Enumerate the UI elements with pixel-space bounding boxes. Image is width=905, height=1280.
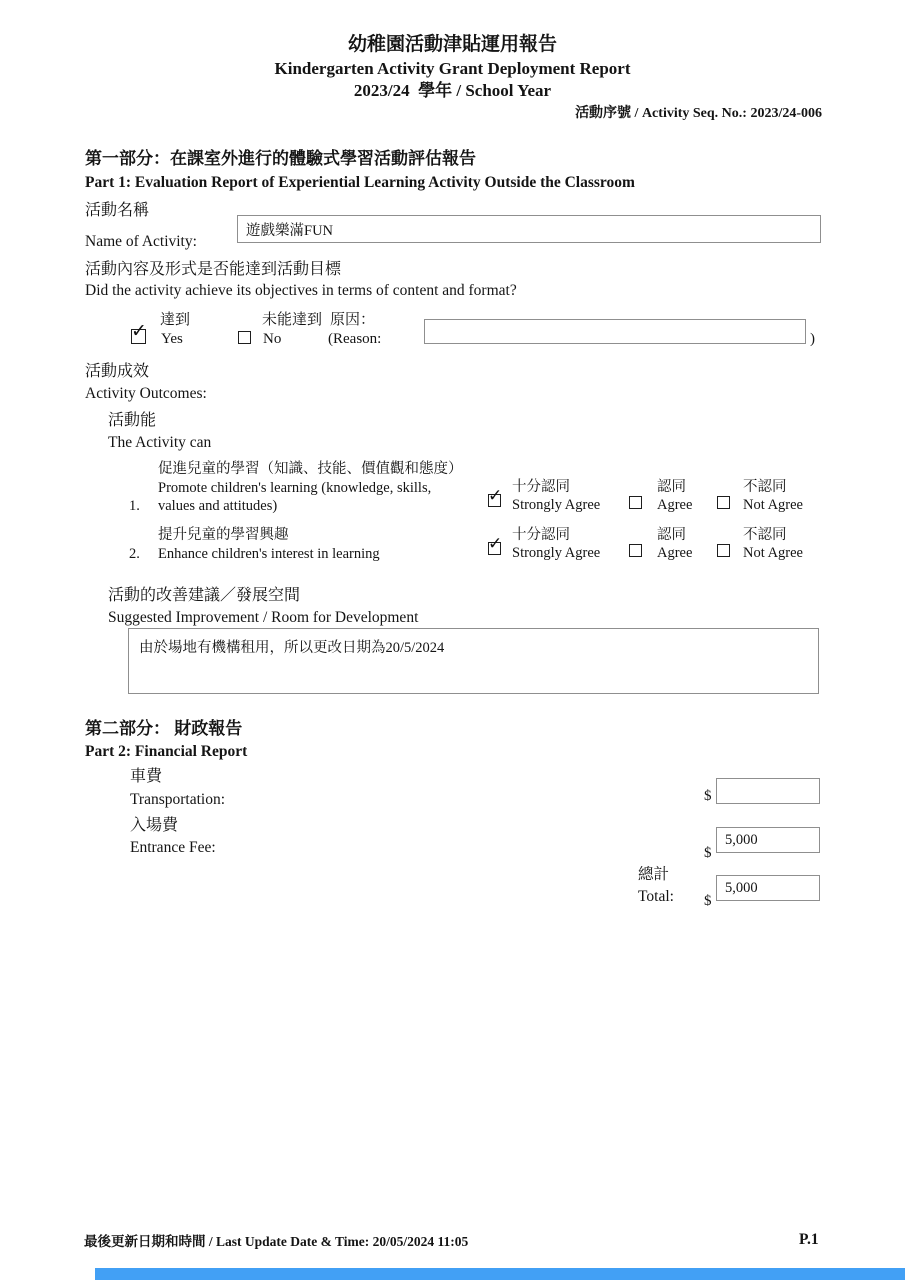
item1-not-agree-checkbox[interactable]: [717, 496, 730, 509]
outcomes-sub-zh: 活動能: [108, 412, 157, 429]
entrance-fee-label-zh: 入場費: [130, 817, 179, 834]
improvement-textarea[interactable]: [128, 628, 819, 694]
transportation-label-en: Transportation:: [130, 791, 226, 808]
not-agree-label-en: Not Agree: [743, 545, 803, 561]
transportation-label-zh: 車費: [130, 768, 163, 785]
yes-label-zh: 達到: [160, 312, 191, 328]
part2-heading-zh: 第二部分： 財政報告: [85, 719, 243, 738]
agree-label-zh: 認同: [657, 479, 686, 495]
no-label-zh: 未能達到: [262, 312, 323, 328]
transportation-input[interactable]: [716, 778, 820, 804]
outcome-item-text-zh: 促進兒童的學習（知識、技能、價值觀和態度）: [158, 461, 463, 477]
agree-label-zh: 認同: [657, 527, 686, 543]
item2-agree-checkbox[interactable]: [629, 544, 642, 557]
activity-name-input[interactable]: [237, 215, 821, 243]
currency-sign: $: [704, 788, 712, 804]
reason-label-en: (Reason:: [328, 331, 382, 347]
activity-name-label-en: Name of Activity:: [85, 233, 197, 250]
entrance-fee-label-en: Entrance Fee:: [130, 839, 216, 856]
agree-label-en: Agree: [657, 545, 693, 561]
strongly-agree-label-zh: 十分認同: [512, 527, 570, 543]
no-checkbox[interactable]: [238, 331, 251, 344]
document-title-en: Kindergarten Activity Grant Deployment Report: [274, 59, 631, 78]
no-label-en: No: [263, 331, 282, 347]
agree-label-en: Agree: [657, 497, 693, 513]
reason-close-paren: ): [810, 331, 815, 347]
document-title-zh: 幼稚園活動津貼運用報告: [347, 34, 557, 55]
improvement-label-zh: 活動的改善建議／發展空間: [108, 587, 301, 604]
objective-question-zh: 活動內容及形式是否能達到活動目標: [85, 261, 342, 278]
outcome-item-number: 1.: [129, 498, 140, 514]
strongly-agree-label-en: Strongly Agree: [512, 545, 601, 561]
not-agree-label-zh: 不認同: [743, 479, 787, 495]
outcomes-heading-en: Activity Outcomes:: [85, 385, 207, 402]
not-agree-label-zh: 不認同: [743, 527, 787, 543]
part1-heading-en: Part 1: Evaluation Report of Experiential Learning Activity Outside the Classroom: [85, 174, 635, 191]
not-agree-label-en: Not Agree: [743, 497, 803, 513]
currency-sign: $: [704, 893, 712, 909]
outcome-item-number: 2.: [129, 546, 140, 562]
page-number: P.1: [799, 1231, 819, 1248]
yes-label-en: Yes: [161, 331, 183, 347]
school-year: 2023/24 學年 / School Year: [353, 81, 552, 100]
outcome-item-text-en1: Enhance children's interest in learning: [158, 546, 380, 562]
activity-name-label-zh: 活動名稱: [85, 202, 150, 219]
total-label-zh: 總計: [638, 866, 670, 883]
item1-strongly-agree-checkbox[interactable]: [488, 494, 501, 507]
activity-seq-no: 活動序號 / Activity Seq. No.: 2023/24-006: [575, 106, 822, 121]
outcome-item-text-zh: 提升兒童的學習興趣: [158, 527, 289, 543]
reason-label-zh: 原因：: [330, 312, 376, 328]
item1-agree-checkbox[interactable]: [629, 496, 642, 509]
item2-not-agree-checkbox[interactable]: [717, 544, 730, 557]
yes-checkbox[interactable]: [131, 329, 146, 344]
outcome-item-text-en2: values and attitudes): [158, 498, 278, 514]
part2-heading-en: Part 2: Financial Report: [85, 743, 248, 760]
improvement-text: 由於場地有機構租用，所以更改日期為20/5/2024: [139, 640, 445, 656]
item2-strongly-agree-checkbox[interactable]: [488, 542, 501, 555]
strongly-agree-label-zh: 十分認同: [512, 479, 570, 495]
currency-sign: $: [704, 845, 712, 861]
improvement-label-en: Suggested Improvement / Room for Development: [108, 609, 419, 626]
strongly-agree-label-en: Strongly Agree: [512, 497, 601, 513]
outcomes-sub-en: The Activity can: [108, 434, 212, 451]
total-input[interactable]: [716, 875, 820, 901]
reason-input[interactable]: [424, 319, 806, 344]
outcomes-heading-zh: 活動成效: [85, 363, 150, 380]
horizontal-scrollbar[interactable]: [95, 1268, 905, 1280]
outcome-item-text-en1: Promote children's learning (knowledge, skills,: [158, 480, 432, 496]
total-label-en: Total:: [638, 888, 674, 905]
entrance-fee-input[interactable]: [716, 827, 820, 853]
last-update-text: 最後更新日期和時間 / Last Update Date & Time: 20/05/2024 11:05: [84, 1234, 469, 1249]
objective-question-en: Did the activity achieve its objectives in terms of content and format?: [85, 282, 517, 299]
part1-heading-zh: 第一部分：在課室外進行的體驗式學習活動評估報告: [85, 149, 476, 168]
